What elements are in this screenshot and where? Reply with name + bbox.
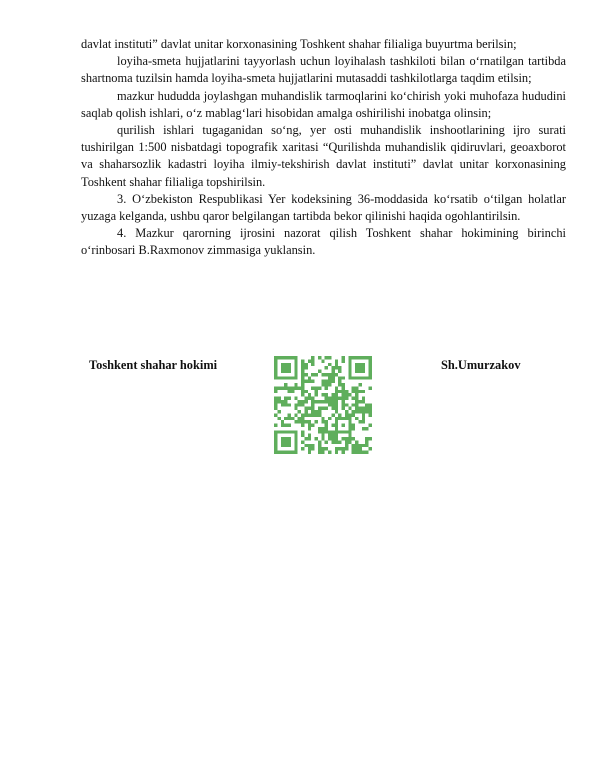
signatory-title: Toshkent shahar hokimi xyxy=(89,358,218,372)
signature-block xyxy=(0,358,600,458)
signatory-name: Sh.Umurzakov xyxy=(441,358,521,372)
paragraph-5: 3. Oʻzbekiston Respublikasi Yer kodeksining 36-moddasida koʻrsatib oʻtilgan holatlar yuzaga kelganda, ushbu qaror belgilangan tartibda bekor qilinishi haqida ogohlantirilsin. xyxy=(81,191,566,224)
paragraph-2: loyiha-smeta hujjatlarini tayyorlash uchun loyihalash tashkiloti bilan oʻrnatilgan tartibda shartnoma tuzilsin hamda loyiha-smeta hujjatlarini mutasaddi tashkilotlarga taqdim etilsin; xyxy=(81,54,566,86)
qr-code-icon xyxy=(274,356,372,454)
paragraph-3: mazkur hududda joylashgan muhandislik tarmoqlarini koʻchirish yoki muhofaza hududini saqlab qolish ishlari, oʻz mablagʻlari hisobidan amalga oshirilishi inobatga olinsin; xyxy=(81,88,566,120)
document-body xyxy=(81,36,566,260)
paragraph-6: 4. Mazkur qarorning ijrosini nazorat qilish Toshkent shahar hokimining birinchi oʻrinbosari B.Raxmonov zimmasiga yuklansin. xyxy=(81,226,566,258)
paragraph-4: qurilish ishlari tugaganidan soʻng, yer osti muhandislik inshootlarining ijro surati tushirilgan 1:500 nisbatdagi topografik xaritasi “Qurilishda muhandislik qidiruvlari, geoaxborot va shaharsozlik kadastri loyiha ilmiy-tekshirish davlat instituti” davlat unitar korxonasining Toshkent shahar filialiga topshirilsin. xyxy=(81,123,566,189)
paragraph-1: davlat instituti” davlat unitar korxonasining Toshkent shahar filialiga buyurtma berilsin; xyxy=(81,37,517,51)
